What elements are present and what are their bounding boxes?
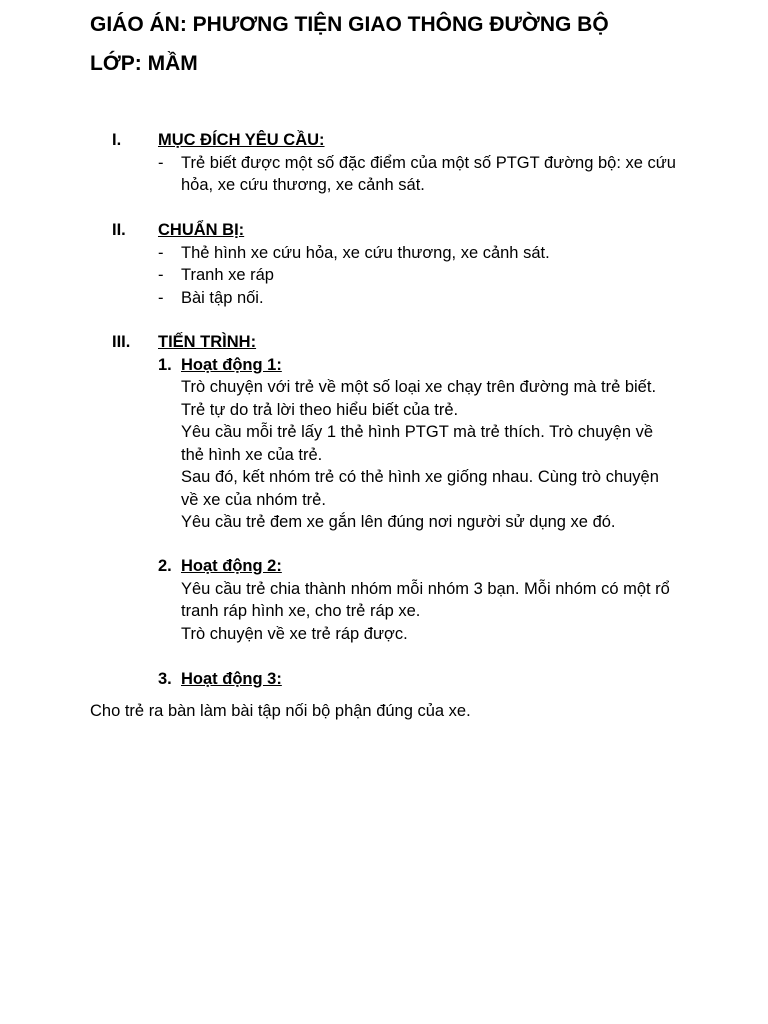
document-title: GIÁO ÁN: PHƯƠNG TIỆN GIAO THÔNG ĐƯỜNG BỘ <box>90 13 609 36</box>
bullet-dash: - <box>158 243 164 262</box>
activity-paragraph: Yêu cầu mỗi trẻ lấy 1 thẻ hình PTGT mà trẻ thích. Trò chuyện về thẻ hình xe của trẻ. <box>181 423 654 464</box>
list-item <box>158 242 678 265</box>
activity-heading: Hoạt động 3: <box>181 670 282 688</box>
activity-number: 3. <box>158 670 172 688</box>
activity-number: 2. <box>158 557 172 575</box>
bullet-dash: - <box>158 153 164 172</box>
activity-paragraph: Yêu cầu trẻ đem xe gắn lên đúng nơi người sử dụng xe đó. <box>181 513 616 531</box>
bullet-dash: - <box>158 288 164 307</box>
activity-body <box>181 578 671 646</box>
activity-body <box>181 376 671 534</box>
activity-heading: Hoạt động 2: <box>181 557 282 575</box>
section-item-list <box>158 242 678 310</box>
section-heading: MỤC ĐÍCH YÊU CẦU: <box>158 131 325 149</box>
section-heading: TIẾN TRÌNH: <box>158 333 257 351</box>
activity-heading: Hoạt động 1: <box>181 355 282 374</box>
activity-paragraph: Sau đó, kết nhóm trẻ có thẻ hình xe giống nhau. Cùng trò chuyện về xe của nhóm trẻ. <box>181 468 659 509</box>
closing-instruction: Cho trẻ ra bàn làm bài tập nối bộ phận đúng của xe. <box>90 702 471 720</box>
list-item-text: Trẻ biết được một số đặc điểm của một số PTGT đường bộ: xe cứu hỏa, xe cứu thương, xe cảnh sát. <box>181 153 676 194</box>
section-number: III. <box>112 333 131 351</box>
list-item-text: Thẻ hình xe cứu hỏa, xe cứu thương, xe cảnh sát. <box>181 243 550 262</box>
list-item-text: Bài tập nối. <box>181 288 264 307</box>
section-number: I. <box>112 131 122 149</box>
activity-number: 1. <box>158 355 172 374</box>
section-number: II. <box>112 221 126 239</box>
activity-paragraph: Trò chuyện về xe trẻ ráp được. <box>181 624 408 643</box>
class-level-line: LỚP: MẦM <box>90 52 198 75</box>
list-item-text: Tranh xe ráp <box>181 266 274 284</box>
list-item <box>158 287 678 310</box>
list-item <box>158 264 678 287</box>
activity-paragraph: Trò chuyện với trẻ về một số loại xe chạy trên đường mà trẻ biết. Trẻ tự do trả lời theo hiểu biết của trẻ. <box>181 378 657 419</box>
activity-paragraph: Yêu cầu trẻ chia thành nhóm mỗi nhóm 3 bạn. Mỗi nhóm có một rổ tranh ráp hình xe, cho trẻ ráp xe. <box>181 579 670 620</box>
section-item-list <box>158 152 678 197</box>
bullet-dash: - <box>158 266 164 284</box>
section-heading: CHUẨN BỊ: <box>158 221 245 239</box>
list-item <box>158 152 678 197</box>
